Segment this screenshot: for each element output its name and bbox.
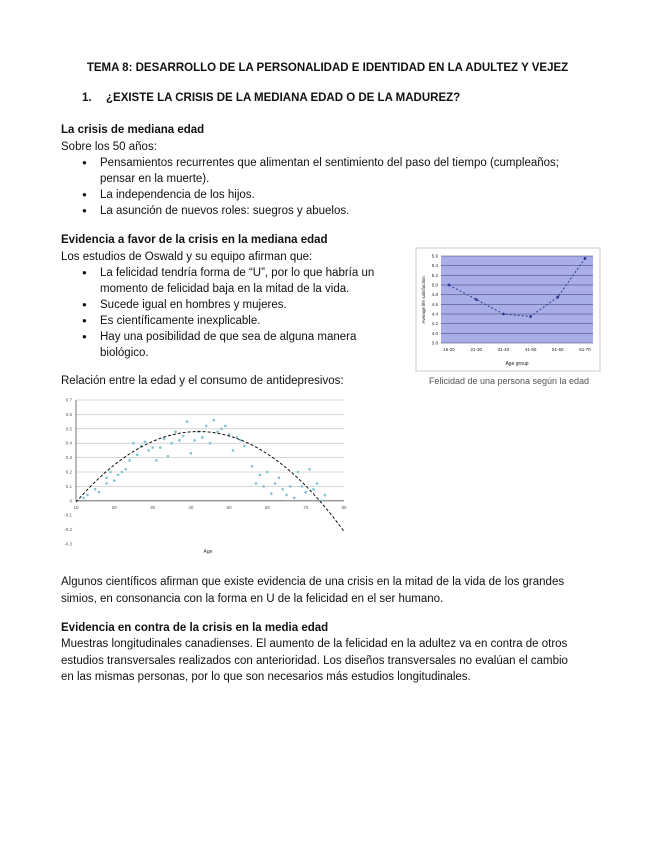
data-point (274, 482, 277, 485)
x-axis-label: Age (203, 549, 213, 555)
x-tick-label: 80 (341, 504, 347, 510)
data-point (293, 497, 296, 500)
data-point (220, 428, 223, 431)
document-title: TEMA 8: DESARROLLO DE LA PERSONALIDAD E IDENTIDAD EN LA ADULTEZ Y VEJEZ (86, 62, 569, 74)
y-tick-label: 5.2 (431, 272, 438, 278)
y-tick-label: 0 (69, 498, 72, 504)
y-tick-label: 5.4 (431, 263, 438, 269)
list-item: ● La independencia de los hijos. (80, 187, 580, 203)
quadratic-fit-line (76, 432, 344, 532)
data-point (94, 488, 97, 491)
y-tick-label: 0.6 (65, 411, 72, 417)
y-tick-label: 0.3 (65, 455, 72, 461)
data-point (178, 439, 181, 442)
y-axis-label: Average life satisfaction (421, 276, 426, 324)
data-point (136, 453, 139, 456)
y-tick-label: 4.6 (431, 301, 438, 307)
data-point (159, 446, 162, 449)
data-point (121, 471, 124, 474)
data-point (117, 474, 120, 477)
data-point (475, 298, 478, 301)
section-heading-evidence-against: Evidencia en contra de la crisis en la media edad (61, 622, 329, 634)
x-tick-label: 16-20 (443, 347, 455, 352)
x-tick-label: 41-50 (524, 347, 537, 352)
bullet-list-crisis (80, 155, 580, 219)
section-intro-evidence-for: Los estudios de Oswald y su equipo afirman que: (61, 251, 313, 263)
data-point (216, 430, 219, 433)
data-point (232, 449, 235, 452)
data-point (132, 442, 135, 445)
data-point (98, 491, 101, 494)
bullet-list-evidence-for (80, 265, 400, 361)
data-point (224, 425, 227, 428)
data-point (144, 440, 147, 443)
data-point (128, 459, 131, 462)
data-point (324, 494, 327, 497)
data-point (281, 488, 284, 491)
data-point (124, 468, 127, 471)
data-point (308, 468, 311, 471)
y-tick-label: 0.4 (65, 440, 72, 446)
x-tick-label: 20 (111, 504, 117, 510)
data-point (502, 313, 505, 316)
question-number: 1. (82, 92, 92, 104)
data-point (584, 257, 587, 260)
y-tick-label: 3.8 (431, 340, 438, 346)
data-point (297, 471, 300, 474)
y-tick-label: 4.0 (431, 330, 438, 336)
data-point (304, 491, 307, 494)
data-point (243, 445, 246, 448)
y-tick-label: -0.3 (64, 541, 72, 547)
data-point (285, 494, 288, 497)
data-point (301, 485, 304, 488)
x-tick-label: 70 (303, 504, 309, 510)
data-point (82, 497, 85, 500)
data-point (155, 459, 158, 462)
x-tick-label: 31-40 (497, 347, 510, 352)
x-tick-label: 60 (264, 504, 270, 510)
data-point (266, 471, 269, 474)
section-heading-crisis: La crisis de mediana edad (61, 124, 205, 136)
data-point (262, 485, 265, 488)
x-tick-label: 61-70 (579, 347, 591, 352)
x-tick-label: 40 (188, 504, 194, 510)
data-point (209, 442, 212, 445)
question-heading (82, 92, 460, 104)
y-tick-label: 4.2 (431, 321, 438, 327)
x-tick-label: 50 (226, 504, 232, 510)
y-tick-label: 5.0 (431, 282, 438, 288)
y-tick-label: -0.1 (64, 512, 72, 518)
paragraph-evidence-against: Muestras longitudinales canadienses. El aumento de la felicidad en la adultez va en contra de otros estudios transversales realizados con anterioridad. Los diseños transversales no evalúan el cambio en las mismas personas, por lo que son necesarios más estudios longitudinales. (61, 638, 568, 683)
data-point (105, 482, 108, 485)
data-point (270, 492, 273, 495)
data-point (258, 474, 261, 477)
data-point (448, 284, 451, 287)
y-tick-label: 4.4 (431, 311, 438, 317)
section-heading-evidence-for: Evidencia a favor de la crisis en la mediana edad (61, 234, 328, 246)
data-point (289, 485, 292, 488)
data-point (190, 452, 193, 455)
x-tick-label: 51-60 (552, 347, 564, 352)
data-point (147, 449, 150, 452)
x-axis-label: Age group (505, 361, 529, 367)
list-item: ● Sucede igual en hombres y mujeres. (80, 297, 400, 313)
data-point (105, 476, 108, 479)
data-point (113, 479, 116, 482)
y-tick-label: -0.2 (64, 527, 72, 533)
plot-area (441, 256, 593, 343)
list-item: ● Pensamientos recurrentes que alimentan el sentimiento del paso del tiempo (cumpleaños; pensar en la muerte). (80, 155, 580, 187)
y-tick-label: 0.2 (65, 469, 72, 475)
data-point (201, 436, 204, 439)
data-point (182, 435, 185, 438)
y-tick-label: 0.7 (65, 397, 72, 403)
data-point (151, 446, 154, 449)
data-point (255, 482, 258, 485)
data-point (529, 315, 532, 318)
question-text: ¿EXISTE LA CRISIS DE LA MEDIANA EDAD O DE LA MADUREZ? (106, 92, 461, 104)
happiness-u-chart (413, 245, 603, 390)
data-point (278, 476, 281, 479)
data-point (174, 430, 177, 433)
chart-caption: Felicidad de una persona según la edad (428, 376, 590, 386)
y-tick-label: 0.5 (65, 426, 72, 432)
y-tick-label: 4.8 (431, 292, 438, 298)
list-item: ● Es científicamente inexplicable. (80, 313, 400, 329)
x-tick-label: 21-30 (470, 347, 482, 352)
data-point (251, 465, 254, 468)
data-point (170, 442, 173, 445)
data-point (109, 471, 112, 474)
antidepressants-chart (58, 392, 358, 560)
data-point (312, 488, 315, 491)
y-tick-label: 5.6 (431, 253, 438, 259)
x-tick-label: 10 (73, 504, 79, 510)
x-tick-label: 30 (150, 504, 156, 510)
paragraph-great-apes: Algunos científicos afirman que existe evidencia de una crisis en la mitad de la vida de los grandes simios, en consonancia con la forma en U de la felicidad en el ser humano. (61, 576, 565, 605)
data-point (316, 482, 319, 485)
data-point (186, 420, 189, 423)
y-tick-label: 0.1 (65, 483, 72, 489)
data-point (556, 296, 559, 299)
data-point (167, 455, 170, 458)
data-point (213, 419, 216, 422)
data-point (193, 439, 196, 442)
data-point (205, 425, 208, 428)
list-item: ● La asunción de nuevos roles: suegros y abuelos. (80, 203, 580, 219)
section-intro-crisis: Sobre los 50 años: (61, 141, 157, 153)
antidepressants-caption: Relación entre la edad y el consumo de antidepresivos: (61, 375, 344, 387)
list-item: ● Hay una posibilidad de que sea de alguna manera biológico. (80, 329, 400, 361)
data-point (163, 438, 166, 441)
data-point (86, 494, 89, 497)
list-item: ● La felicidad tendría forma de “U”, por lo que habría un momento de felicidad baja en la mitad de la vida. (80, 265, 400, 297)
